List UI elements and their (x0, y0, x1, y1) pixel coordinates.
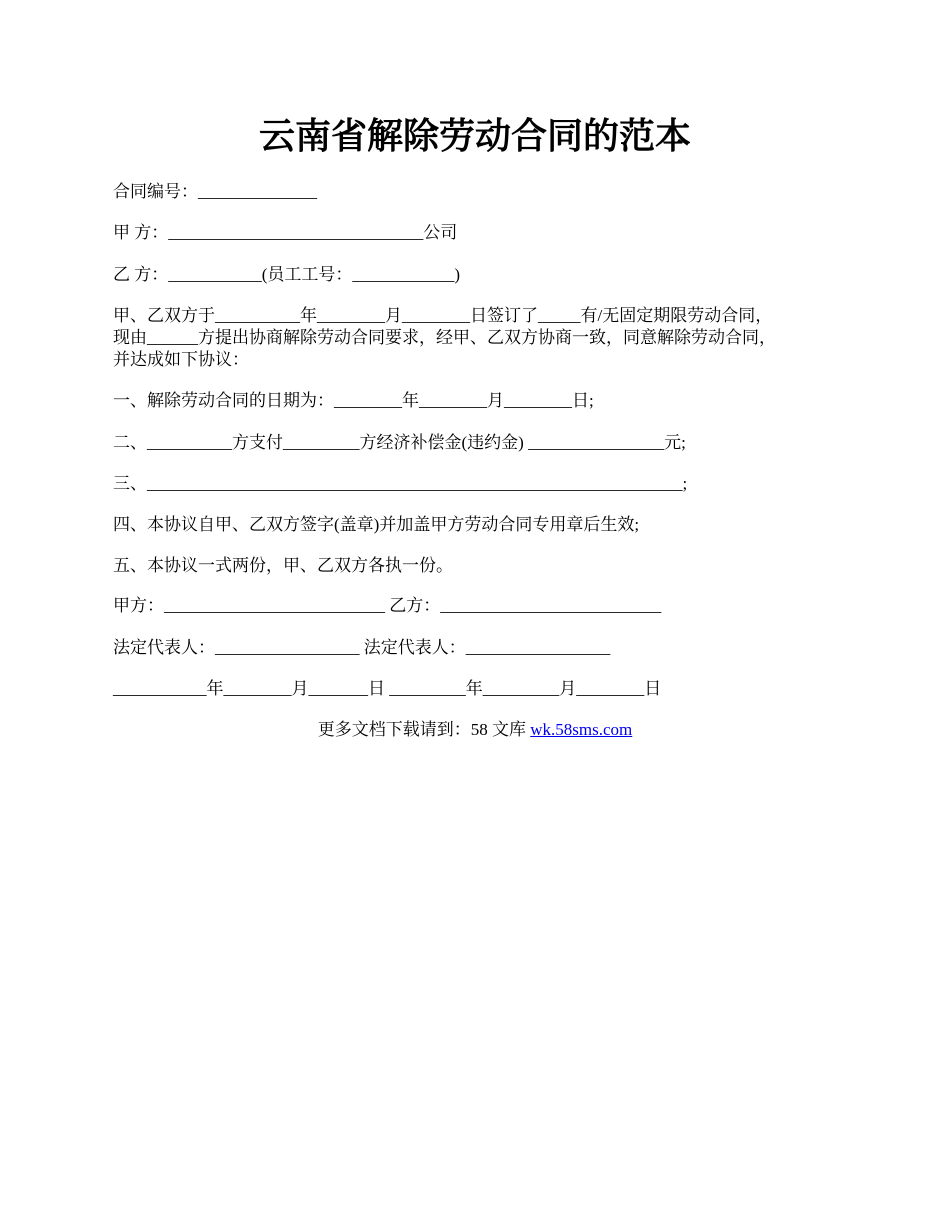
legal-representative-line: 法定代表人：_________________ 法定代表人：_________________ (113, 638, 611, 657)
contract-number-line: 合同编号：______________ (113, 182, 317, 201)
clause-2: 二、__________方支付_________方经济补偿金(违约金) ________________元; (113, 433, 686, 452)
intro-line: 甲、乙双方于__________年________月________日签订了_____有/无固定期限劳动合同， (113, 306, 773, 325)
download-footer (0, 719, 950, 741)
intro-line: 并达成如下协议： (113, 350, 249, 369)
clause-3: 三、_______________________________________________________________; (113, 474, 688, 493)
party-a-line: 甲 方：______________________________公司 (113, 223, 458, 242)
party-b-line: 乙 方：___________(员工工号：____________) (113, 265, 461, 284)
intro-paragraph (113, 305, 843, 371)
clause-4: 四、本协议自甲、乙双方签字(盖章)并加盖甲方劳动合同专用章后生效; (113, 515, 640, 534)
signature-line: 甲方：__________________________ 乙方：__________________________ (113, 596, 662, 615)
website-link[interactable]: wk.58sms.com (530, 720, 633, 739)
clause-5: 五、本协议一式两份，甲、乙双方各执一份。 (113, 556, 453, 575)
intro-line: 现由______方提出协商解除劳动合同要求，经甲、乙双方协商一致，同意解除劳动合同， (113, 328, 776, 347)
clause-1: 一、解除劳动合同的日期为：________年________月________日; (113, 391, 594, 410)
footer-text: 更多文档下载请到：58 文库 (317, 720, 531, 739)
document-title: 云南省解除劳动合同的范本 (258, 116, 691, 156)
date-line: ___________年________月_______日 _________年_________月________日 (113, 679, 662, 698)
